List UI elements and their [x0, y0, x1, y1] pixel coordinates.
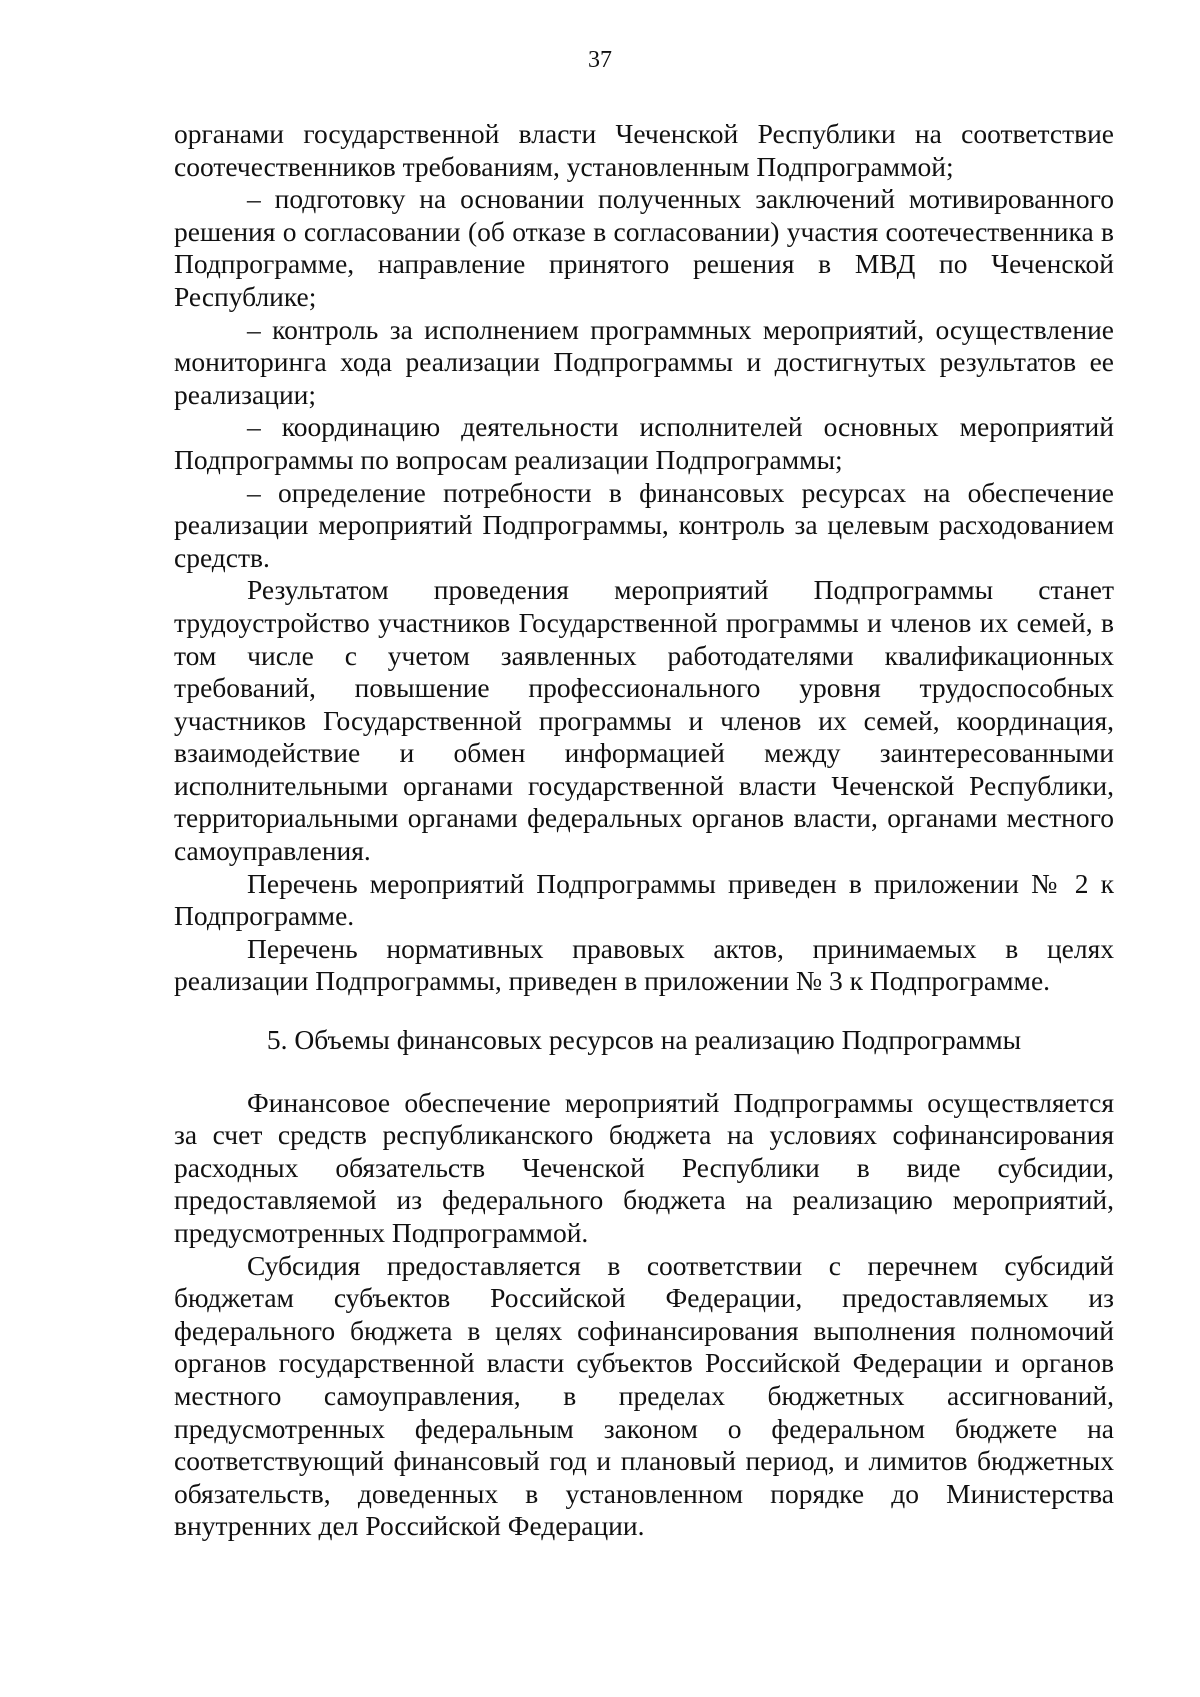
paragraphs-top: [174, 118, 1114, 998]
page-number: 37: [588, 47, 612, 73]
paragraph: Финансовое обеспечение мероприятий Подпрограммы осуществляется за счет средств республиканского бюджета на условиях софинансирования расходных обязательств Чеченской Республики в виде субсидии, предоставляемой из федерального бюджета на реализацию мероприятий, предусмотренных Подпрограммой.: [174, 1086, 1114, 1248]
paragraph: – координацию деятельности исполнителей основных мероприятий Подпрограммы по вопросам реализации Подпрограммы;: [174, 411, 1114, 475]
document-body: [174, 118, 1114, 1543]
paragraphs-bottom: [174, 1087, 1114, 1543]
paragraph: – подготовку на основании полученных заключений мотивированного решения о согласовании (об отказе в согласовании) участия соотечественника в Подпрограмме, направление принятого решения в МВД по Чеченской Республике;: [174, 183, 1114, 312]
paragraph: Результатом проведения мероприятий Подпрограммы станет трудоустройство участников Государственной программы и членов их семей, в том числе с учетом заявленных работодателями квалификационных требований, повышение профессионального уровня трудоспособных участников Государственной программы и членов их семей, координация, взаимодействие и обмен информацией между заинтересованными исполнительными органами государственной власти Чеченской Республики, территориальными органами федеральных органов власти, органами местного самоуправления.: [174, 574, 1114, 867]
paragraph: Субсидия предоставляется в соответствии с перечнем субсидий бюджетам субъектов Российской Федерации, предоставляемых из федерального бюджета в целях софинансирования выполнения полномочий органов государственной власти субъектов Российской Федерации и органов местного самоуправления, в пределах бюджетных ассигнований, предусмотренных федеральным законом о федеральном бюджете на соответствующий финансовый год и плановый период, и лимитов бюджетных обязательств, доведенных в установленном порядке до Министерства внутренних дел Российской Федерации.: [174, 1249, 1114, 1542]
paragraph: – контроль за исполнением программных мероприятий, осуществление мониторинга хода реализации Подпрограммы и достигнутых результатов ее реализации;: [174, 313, 1114, 410]
section-heading: 5. Объемы финансовых ресурсов на реализацию Подпрограммы: [266, 1024, 1022, 1056]
paragraph: органами государственной власти Чеченской Республики на соответствие соотечественников требованиям, установленным Подпрограммой;: [174, 118, 1114, 182]
paragraph: Перечень нормативных правовых актов, принимаемых в целях реализации Подпрограммы, приведен в приложении № 3 к Подпрограмме.: [174, 932, 1114, 997]
paragraph: – определение потребности в финансовых ресурсах на обеспечение реализации мероприятий Подпрограммы, контроль за целевым расходованием средств.: [174, 476, 1114, 573]
paragraph: Перечень мероприятий Подпрограммы приведен в приложении № 2 к Подпрограмме.: [174, 867, 1114, 932]
